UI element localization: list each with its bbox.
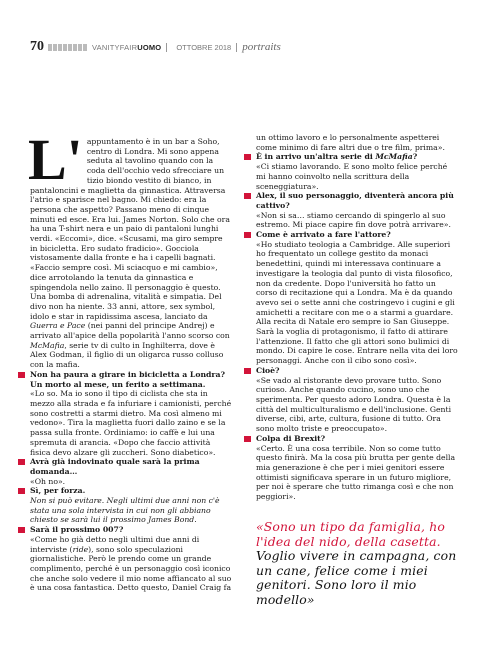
question: Colpa di Brexit? [256,434,458,444]
answer: «Ci stiamo lavorando. E sono molto felice perché mi hanno coinvolto nella scrittura della sceneggiatura». [256,162,448,191]
question: È in arrivo un'altra serie di McMafia? [256,152,458,162]
question: Avrà già indovinato quale sarà la prima domanda… [30,457,232,476]
answer: «Non si sa… stiamo cercando di spingerlo al suo estremo. Mi piace capire fin dove potrà arrivare». [256,210,451,230]
article-column-2 [256,133,458,502]
drop-cap: L' [28,127,83,192]
decorative-bars [48,44,88,51]
answer: «Se vado al ristorante devo provare tutto. Sono curioso. Anche quando cucino, sono uno che sperimenta. Per questo adoro Londra. Questa è la città del multiculturalismo e dell'inclusione. Genti diverse, cibi, arte, cultura, fusione di tutto. Ora sono molto triste e preoccupato». [256,375,452,434]
section-name: portraits [242,41,281,53]
question: Cioè? [256,366,458,376]
answer: «Come ho già detto negli ultimi due anni di interviste (ride), sono solo speculazioni giornalistiche. Però le prendo come un grande complimento, perché è un personaggio così iconico che anche solo vedere il mio nome affiancato al suo è una cosa fantastica. Detto questo, Daniel Craig fa [30,534,232,593]
header-divider [166,43,167,52]
page-number: 70 [30,39,44,54]
question: Sì, per forza. [30,486,232,496]
answer: Non si può evitare. Negli ultimi due anni non c'è stata una sola intervista in cui non gli abbiano chiesto se sarà lui il prossimo James Bond. [30,496,220,525]
answer: «Lo so. Ma io sono il tipo di ciclista che sta in mezzo alla strada e fa infuriare i camionisti, perché sono costretti a starmi dietro. Ma così almeno mi vedono». Tira la maglietta fuori dallo zaino e se la passa sulla fronte. Ordiniamo: io caffè e lui una spremuta di arancia. «Dopo che faccio attività fisica devo alzare gli zuccheri. Sono diabetico». [30,389,232,457]
question: Alex, il suo personaggio, diventerà ancora più cattivo? [256,191,458,210]
pull-quote-dark: Voglio vivere in campagna, con un cane, felice come i miei genitori. Sono loro il mio modello» [256,548,457,607]
header-divider [236,43,237,52]
magazine-name: VANITYFAIRUOMO [92,42,162,52]
question: Non ha paura a girare in bicicletta a Londra? Un morto al mese, un ferito a settimana. [30,370,232,389]
answer: «Ho studiato teologia a Cambridge. Alle superiori ho frequentato un college gestito da monaci benedettini, quindi mi interessava continuare a investigare la teologia dal punto di vista filosofico, non da credente. Dopo l'università ho fatto un corso di recitazione qui a Londra. Ma è da quando avevo sei o sette anni che costringevo i cugini e gli amichetti a recitare con me o a starmi a guardare. Alla recita di Natale ero sempre io San Giuseppe. Sarà la voglia di protagonismo, il fatto di attirare l'attenzione. Il fatto che gli attori sono bulimici di mondo. Di capire le cose. Entrare nella vita dei loro personaggi. Anche con il cibo sono così». [256,239,458,366]
answer: «Certo. È una cosa terribile. Non so come tutto questo finirà. Ma la cosa più brutta per gente della mia generazione è che per i miei genitori essere ottimisti significava sperare in un futuro migliore, per noi è sperare che tutto rimanga così e che non peggiori». [256,443,456,502]
intro-paragraph: L' appuntamento è in un bar a Soho, centro di Londra. Mi sono appena seduta al tavolino quando con la coda dell'occhio vedo sfrecciare un tizio biondo vestito di bianco, in pantaloncini e maglietta da ginnastica. Attraversa l'atrio e sparisce nel bagno. Mi chiedo: era la persona che aspetto? Passano meno di cinque minuti ed esce. Era lui. James Norton. Solo che ora ha una T-shirt nera e un paio di pantaloni lunghi verdi. «Eccomi», dice. «Scusami, ma giro sempre in bicicletta. Ero sudato fradicio». Gocciola vistosamente dalla fronte e ha i capelli bagnati. «Faccio sempre così. Mi sciacquo e mi cambio», dice arrotolando la tenuta da ginnastica e spingendola nello zaino. Il personaggio è questo. Una bomba di adrenalina, vitalità e simpatia. Del divo non ha niente. 33 anni, attore, sex symbol, idolo e star in rapidissima ascesa, lanciato da Guerra e Pace (nei panni del principe Andrej) e arrivato all'apice della popolarità l'anno scorso con McMafia, serie tv di culto in Inghilterra, dove è Alex Godman, il figlio di un oligarca russo colluso con la mafia. [28,127,230,370]
pull-quote-red: «Sono un tipo da famiglia, ho l'idea del nido, della casetta. [256,519,445,549]
page-header [30,40,470,54]
question: Come è arrivato a fare l'attore? [256,230,458,240]
pull-quote [256,520,476,608]
article-column-1 [28,127,232,593]
continued-text: un ottimo lavoro e lo personalmente aspetterei come minimo di fare altri due o tre film, prima». [256,133,445,152]
issue-date: OTTOBRE 2018 [176,42,232,52]
question: Sarà il prossimo 007? [30,525,232,535]
answer: «Oh no». [30,476,66,486]
